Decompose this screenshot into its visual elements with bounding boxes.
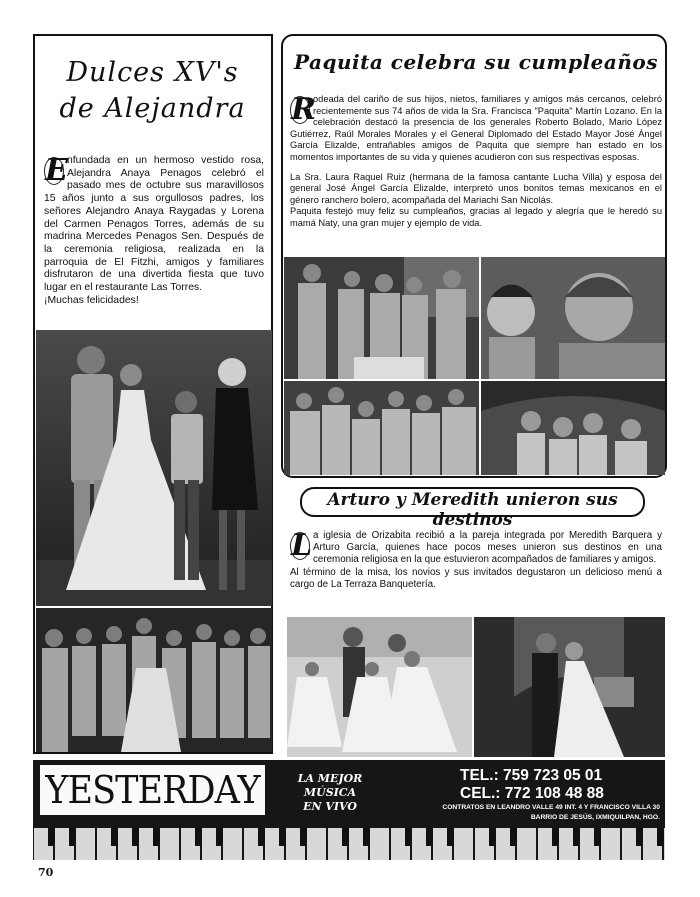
- paragraph: Paquita festejó muy feliz su cumpleaños, gracias al legado y alegría que le heredó su mamá Naty, una gran mujer y ejemplo de vida.: [290, 206, 662, 228]
- ladies-photo: [481, 381, 665, 475]
- piano-white-key: [370, 828, 389, 860]
- ad-brand-name: YESTERDAY: [45, 768, 260, 812]
- quinceanera-family-photo: [36, 330, 272, 606]
- left-article-body: [44, 155, 264, 307]
- page-number: 70: [38, 866, 54, 879]
- paragraph: a iglesia de Orizabita recibió a la pareja integrada por Meredith Barquera y Arturo García, quienes hace pocos meses unieron sus destinos en una ceremonia religiosa en la que estuvieron acompañados de familiares y amigos.: [313, 530, 662, 566]
- paragraph: La Sra. Laura Raquel Ruiz (hermana de la famosa cantante Lucha Villa) y esposa del general José Ángel García Elizalde, interpretó unos bonitos temas mexicanos en el género ranchero bolero, acompañada del Mariachi San Nicolás.: [290, 171, 662, 205]
- ad-cellphone: CEL.: 772 108 48 88: [460, 785, 604, 802]
- bottom-article-title: Arturo y Meredith unieron sus destinos: [327, 490, 618, 530]
- title-line: de Alejandra: [59, 93, 246, 124]
- quinceanera-friends-photo: [36, 608, 272, 752]
- bottom-article-body: [290, 530, 662, 591]
- ad-brand-plate: [40, 765, 265, 815]
- wedding-couple-photo: [474, 617, 665, 757]
- tagline-line: LA MEJOR MÚSICA: [297, 772, 363, 799]
- right-article-title: Paquita celebra su cumpleaños: [294, 50, 658, 74]
- piano-keys-graphic: [33, 826, 665, 860]
- piano-black-key: [657, 828, 665, 846]
- dropcap: E: [45, 153, 68, 188]
- child-and-paquita-photo: [481, 257, 665, 379]
- piano-white-key: [160, 828, 179, 860]
- right-article-body: [290, 94, 662, 230]
- dropcap: L: [291, 528, 313, 563]
- paragraph: Al término de la misa, los novios y sus invitados degustaron un delicioso menú a cargo de La Terraza Banquetería.: [290, 566, 662, 590]
- piano-white-key: [76, 828, 95, 860]
- piano-white-key: [223, 828, 242, 860]
- generals-photo: [284, 381, 479, 475]
- ad-address: [280, 803, 660, 823]
- piano-white-key: [601, 828, 620, 860]
- closing-text: ¡Muchas felicidades!: [44, 294, 139, 306]
- piano-white-key: [454, 828, 473, 860]
- paragraph: odeada del cariño de sus hijos, nietos, familiares y amigos más cercanos, celebró recientemente sus 74 años de vida la Sra. Francisca "Paquita" Martín Lozano. En la celebración destacó la presencia de los generales Roberto Bolado, Mario López Gutiérrez, Raúl Morales Morales y el General Diplomado del Estado Mayor José Ángel García Elizalde, entrañables amigos de Paquita que siempre han estado en los momentos importantes de su vida y quienes acudieron con sus respectivas esposas.: [290, 94, 662, 162]
- piano-white-key: [307, 828, 326, 860]
- dropcap: R: [291, 92, 316, 127]
- ad-phone: TEL.: 759 723 05 01: [460, 767, 603, 784]
- piano-white-key: [517, 828, 536, 860]
- body-text: nfundada en un hermoso vestido rosa, Alejandra Anaya Penagos celebró el pasado mes de octubre sus maravillosos 15 años junto a sus orgullosos padres, los señores Alejandro Anaya Raygadas y Lorena del Carmen Penagos Torres, además de su madrina Mercedes Penagos Sen. Después de la ceremonia religiosa, realizada en la parroquia de El Fitzhi, amigos y familiares disfrutaron de una divertida fiesta que tuvo lugar en el restaurante Las Torres.: [44, 155, 264, 294]
- piano-white-key: [664, 828, 665, 860]
- tagline-line: EN VIVO: [303, 800, 357, 813]
- left-article-title: [50, 55, 255, 127]
- birthday-cake-photo: [284, 257, 479, 379]
- address-line: CONTRATOS EN LEANDRO VALLE 49 INT. 4 Y FRANCISCO VILLA 30: [442, 804, 660, 811]
- title-line: Dulces XV's: [66, 57, 239, 88]
- wedding-group-photo: [287, 617, 472, 757]
- address-line: BARRIO DE JESÚS, IXMIQUILPAN, HGO.: [530, 814, 660, 821]
